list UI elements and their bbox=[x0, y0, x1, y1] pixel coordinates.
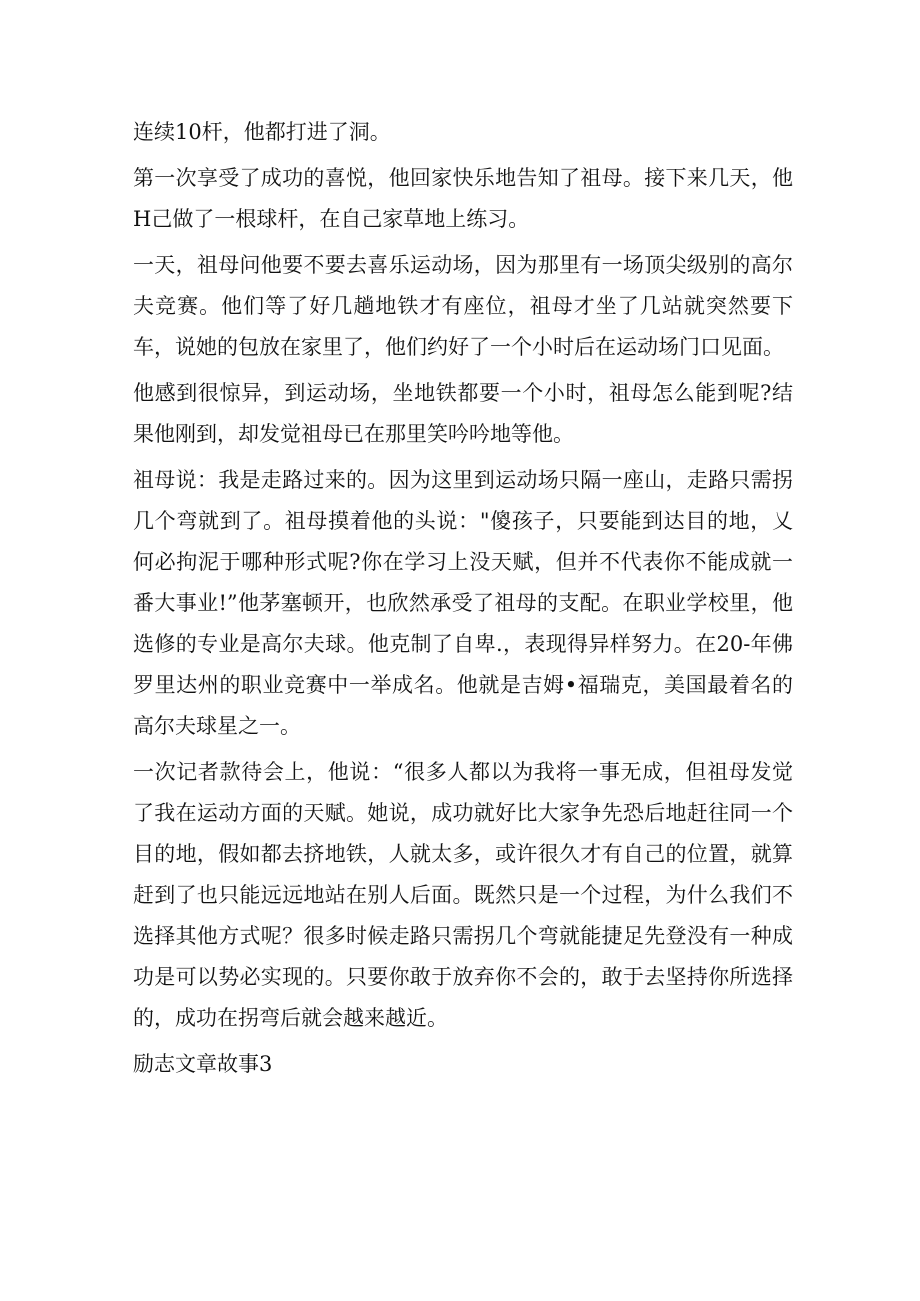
paragraph-4: 他感到很惊异，到运动场，坐地铁都要一个小时，祖母怎么能到呢?结果他刚到，却发觉祖母已在那里笑吟吟地等他。 bbox=[133, 381, 793, 446]
article-body bbox=[133, 112, 793, 1090]
paragraph-2: 第一次享受了成功的喜悦，他回家快乐地告知了祖母。接下来几天，他H己做了一根球杆，在自己家草地上练习。 bbox=[133, 166, 793, 231]
paragraph-1: 连续10杆，他都打进了洞。 bbox=[133, 120, 391, 144]
paragraph-5: 祖母说：我是走路过来的。因为这里到运动场只隔一座山，走路只需拐几个弯就到了。祖母摸着他的头说："傻孩子，只要能到达目的地，乂何必拘泥于哪种形式呢?你在学习上没天赋，但并不代表你不能成就一番大事业!”他茅塞顿开，也欣然承受了祖母的支配。在职业学校里，他选修的专业是高尔夫球。他克制了自卑.，表现得异样努力。在20-年佛罗里达州的职业竞赛中一举成名。他就是吉姆•福瑞克，美国最着名的高尔夫球星之一。 bbox=[133, 468, 793, 738]
section-heading: 励志文章故事3 bbox=[133, 1052, 273, 1076]
paragraph-3: 一天，祖母问他要不要去喜乐运动场，因为那里有一场顶尖级别的高尔夫竞赛。他们等了好几趟地铁才有座位，祖母才坐了几站就突然要下车，说她的包放在家里了，他们约好了一个小时后在运动场门口见面。 bbox=[133, 253, 793, 359]
paragraph-6: 一次记者款待会上，他说：“很多人都以为我将一事无成，但祖母发觉了我在运动方面的天赋。她说，成功就好比大家争先恐后地赶往同一个目的地，假如都去挤地铁，人就太多，或许很久才有自己的位置，就算赶到了也只能远远地站在别人后面。既然只是一个过程，为什么我们不选择其他方式呢？很多时候走路只需拐几个弯就能捷足先登没有一种成功是可以势必实现的。只要你敢于放弃你不会的，敢于去坚持你所选择的，成功在拐弯后就会越来越近。 bbox=[133, 760, 793, 1030]
